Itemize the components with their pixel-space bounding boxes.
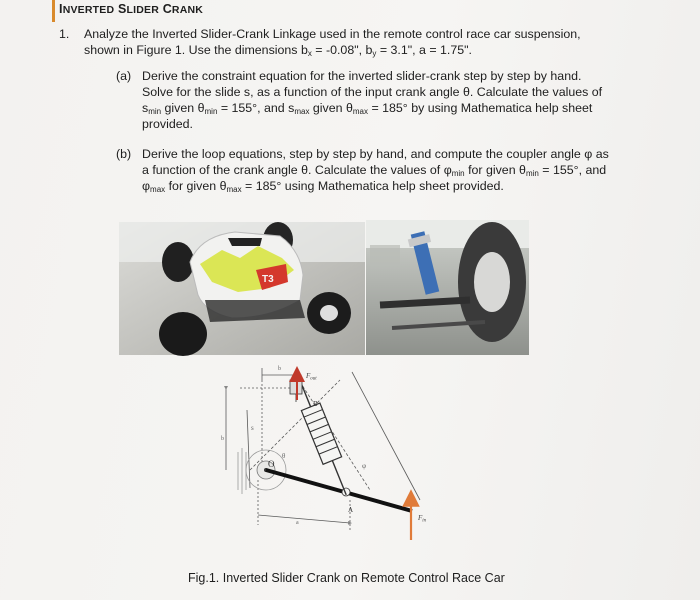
part-a-line-1: Derive the constraint equation for the inverted slider-crank step by step by hand. xyxy=(142,69,582,83)
dim-a-label: a xyxy=(296,520,299,526)
part-b-line-1: Derive the loop equations, step by step by hand, and compute the coupler angle φ as xyxy=(142,147,609,161)
part-b-line-3: $\varphi_{max}$ for given $\theta_{max} = 185^\circ$ using Mathematica help sheet provided. xyxy=(142,179,504,194)
suspension-arm xyxy=(380,300,470,305)
dim-by-label: b xyxy=(221,436,224,442)
part-b-label: (b) xyxy=(116,147,132,161)
label-F-out: $F_{out}$ xyxy=(306,372,317,382)
inverted-slider-crank-diagram xyxy=(221,366,427,540)
part-a-label: (a) xyxy=(116,69,132,83)
part-b-line-2: a function of the crank angle θ. Calculate the values of $\varphi_{min}$ for given $\theta_{min} = 155^\circ$, and xyxy=(142,163,607,178)
label-A: A xyxy=(348,506,354,514)
problem-intro-line-2: shown in Figure 1. Use the dimensions $b_x = -0.08$", $b_y = 3.1$", a = 1.75". xyxy=(84,43,472,58)
car-badge-text: T3 xyxy=(262,274,274,285)
page-title: INVERTED SLIDER CRANK xyxy=(59,2,204,16)
part-a-line-4: provided. xyxy=(142,117,193,131)
label-O: O xyxy=(268,459,275,469)
label-F-in: $F_{in}$ xyxy=(418,514,427,524)
figure-caption: Fig.1. Inverted Slider Crank on Remote Control Race Car xyxy=(188,571,505,585)
part-a-line-2: Solve for the slide s, as a function of the input crank angle θ. Calculate the values of xyxy=(142,85,603,99)
angle-phi-label: φ xyxy=(362,462,367,470)
wheel-front-left xyxy=(159,312,207,356)
problem-number: 1. xyxy=(59,27,70,41)
dim-bx-label: b xyxy=(278,366,281,372)
part-a-line-3: $s_{min}$ given $\theta_{min} = 155^\circ$, and $s_{max}$ given $\theta_{max} = 185^\circ$ by using Mathematica help sheet xyxy=(142,101,593,116)
suspension-photo xyxy=(366,220,529,355)
car-windshield xyxy=(228,238,262,246)
dim-s-label: s xyxy=(251,424,254,432)
rc-car-photo xyxy=(119,222,365,356)
label-B: B xyxy=(313,400,318,408)
angle-theta-label: θ xyxy=(282,452,286,460)
problem-intro-line-1: Analyze the Inverted Slider-Crank Linkage used in the remote control race car suspension, xyxy=(84,27,581,41)
wheel-rear-left xyxy=(162,242,194,282)
